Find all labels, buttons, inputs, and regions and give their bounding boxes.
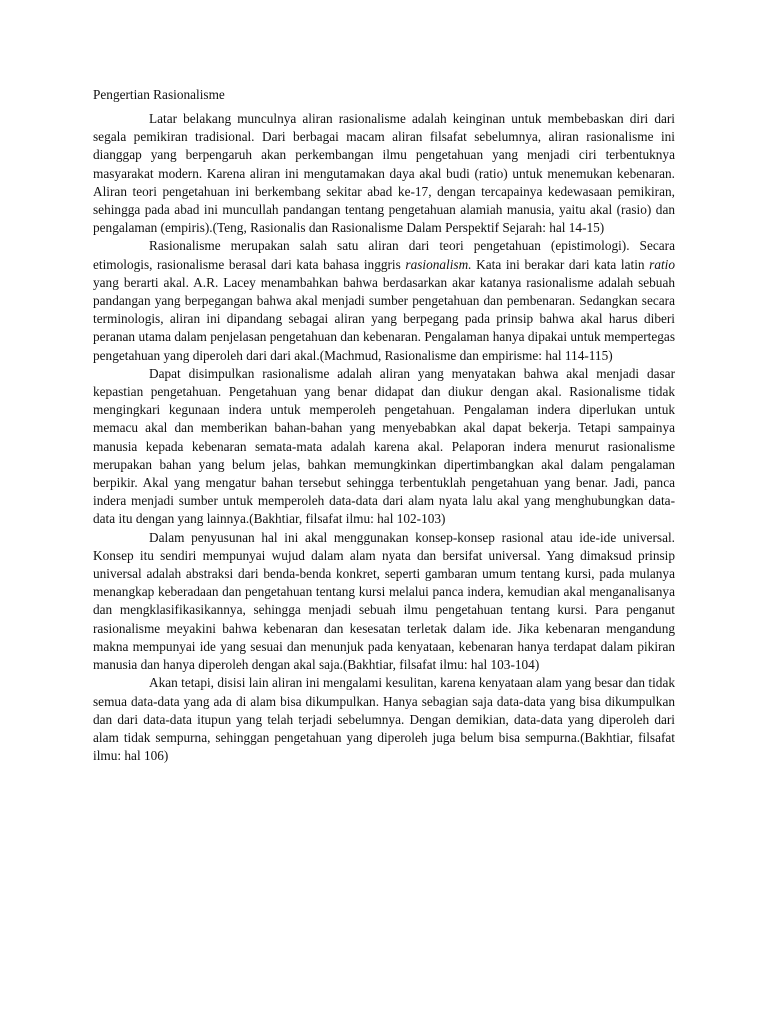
paragraph-text: Akan tetapi, disisi lain aliran ini mengalami kesulitan, karena kenyataan alam yang besar dan tidak semua data-data yang ada di alam bisa dikumpulkan. Hanya sebagian saja data-data yang bisa dikumpulkan dan dari data-data itupun yang telah terjadi sebelumnya. Dengan demikian, data-data yang diperoleh dari alam tidak sempurna, sehinggan pengetahuan yang diperoleh juga belum bisa sempurna.(Bakhtiar, filsafat ilmu: hal 106): [93, 675, 675, 764]
paragraph-text: Kata ini berakar dari kata latin: [471, 256, 650, 272]
paragraph-2: [93, 237, 675, 364]
paragraph-5: [93, 674, 675, 765]
paragraph-text: Dapat disimpulkan rasionalisme adalah aliran yang menyatakan bahwa akal menjadi dasar kepastian pengetahuan. Pengetahuan yang benar didapat dan diukur dengan akal. Rasionalisme tidak mengingkari kegunaan indera untuk memperoleh pengetahuan. Pengalaman indera diperlukan untuk memacu akal dan memberikan bahan-bahan yang menyebabkan akal dapat bekerja. Tetapi sampainya manusia kepada kebenaran semata-mata adalah karena akal. Pelaporan indera menurut rasionalisme merupakan bahan yang belum jelas, bahkan memungkinkan dipertimbangkan akal dalam pengalaman berpikir. Akal yang mengatur bahan tersebut sehingga terbentuklah pengetahuan yang benar. Jadi, panca indera menjadi sumber untuk memperoleh data-data dari alam nyata lalu akal yang menghubungkan data-data itu dengan yang lainnya.(Bakhtiar, filsafat ilmu: hal 102-103): [93, 365, 675, 527]
paragraph-4: [93, 529, 675, 675]
paragraph-text: yang berarti akal. A.R. Lacey menambahkan bahwa berdasarkan akar katanya rasionalisme adalah sebuah pandangan yang berpegangan bahwa akal menjadi sumber pengetahuan dan pembenaran. Sedangkan secara terminologis, aliran ini dipandang sebagai aliran yang berpegang pada prinsip bahwa akal harus diberi peranan utama dalam penjelasan pengetahuan dan kebenaran. Pengalaman hanya dipakai untuk mempertegas pengetahuan yang diperoleh dari dari akal.(Machmud, Rasionalisme dan empirisme: hal 114-115): [93, 274, 675, 363]
paragraph-3: [93, 365, 675, 529]
paragraph-text: Dalam penyusunan hal ini akal menggunakan konsep-konsep rasional atau ide-ide universal. Konsep itu sendiri mempunyai wujud dalam alam nyata dan bersifat universal. Yang dimaksud prinsip universal adalah abstraksi dari benda-benda konkret, seperti gambaran umum tentang kursi, pada mulanya menangkap keberadaan dan pengetahuan tentang kursi melalui panca indera, kemudian akal menganalisanya dan mengklasifikasikannya, sehingga menjadi sebuah ilmu pengetahuan tentang kursi. Para penganut rasionalisme meyakini bahwa kebenaran dan kesesatan terletak dalam ide. Jika kebenaran mengandung makna mempunyai ide yang sesuai dan menunjuk pada kenyataan, kebenaran hanya terdapat dalam pikiran manusia dan hanya diperoleh dengan akal saja.(Bakhtiar, filsafat ilmu: hal 103-104): [93, 529, 675, 673]
italic-term-ratio: ratio: [649, 256, 676, 272]
document-page: [93, 86, 675, 765]
document-title: Pengertian Rasionalisme: [93, 87, 225, 102]
paragraph-1: [93, 110, 675, 237]
paragraph-text: Latar belakang munculnya aliran rasionalisme adalah keinginan untuk membebaskan diri dari segala pemikiran tradisional. Dari berbagai macam aliran filsafat sebelumnya, aliran rasionalisme ini dianggap yang berpengaruh akan perkembangan ilmu pengetahuan yang menjadi ciri terbentuknya masyarakat modern. Karena aliran ini mengutamakan daya akal budi (ratio) untuk menemukan kebenaran. Aliran teori pengetahuan ini berkembang sekitar abad ke-17, dengan tercapainya kedewasaan pemikiran, sehingga pada abad ini muncullah pandangan tentang pengetahuan alamiah manusia, yaitu akal (rasio) dan pengalaman (empiris).(Teng, Rasionalis dan Rasionalisme Dalam Perspektif Sejarah: hal 14-15): [93, 111, 675, 236]
paragraph-text: Rasionalisme merupakan salah satu aliran dari teori pengetahuan (epistimologi). Secara etimologis, rasionalisme berasal dari kata bahasa inggris: [93, 238, 675, 272]
italic-term-rasionalism: rasionalism.: [405, 256, 472, 272]
